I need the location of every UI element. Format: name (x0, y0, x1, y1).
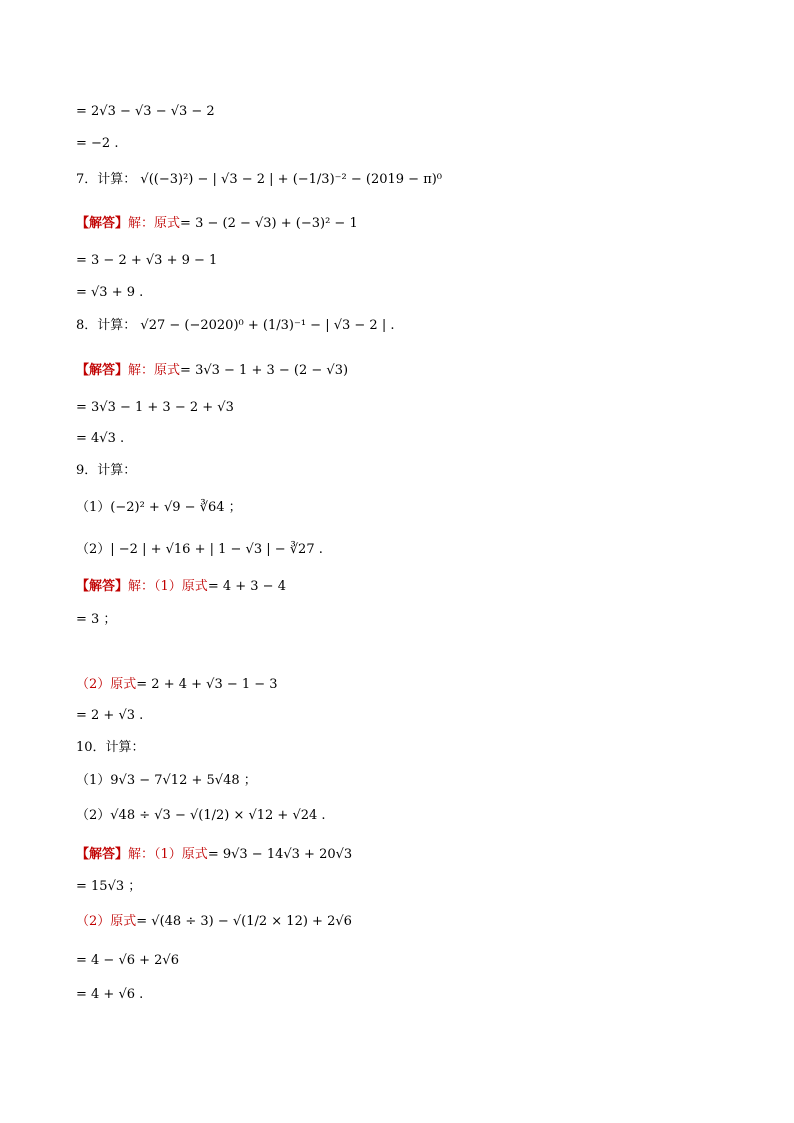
step-line: = 4 − √6 + 2√6 (76, 953, 179, 968)
answer-tag: 【解答】 (76, 847, 129, 862)
answer-expression: = 4 + 3 − 4 (207, 579, 286, 594)
problem-7 (76, 170, 442, 190)
answer-yuanshi: 原式 (154, 363, 181, 378)
problem-expression: √27 − (−2020)⁰ + (1/3)⁻¹ − | √3 − 2 | . (140, 318, 395, 333)
problem-10-label: 10．计算： (76, 740, 145, 755)
answer-10 (76, 845, 352, 865)
step-line: = √3 + 9 . (76, 285, 144, 300)
step-line: = 2 + √3 . (76, 708, 144, 723)
answer-expression: = 3 − (2 − √3) + (−3)² − 1 (180, 216, 358, 231)
answer-expression: = √(48 ÷ 3) − √(1/2 × 12) + 2√6 (136, 914, 352, 929)
step-line: = 3 − 2 + √3 + 9 − 1 (76, 253, 218, 268)
answer-part-label: （1）原式 (154, 847, 208, 862)
answer-7 (76, 214, 358, 234)
problem-8 (76, 316, 394, 336)
answer-part-label: （2）原式 (76, 914, 137, 929)
answer-10-part-2 (76, 912, 352, 932)
answer-tag: 【解答】 (76, 363, 129, 378)
problem-label: 8．计算： (76, 318, 137, 333)
step-line: = 4 + √6 . (76, 987, 144, 1002)
answer-jie: 解： (128, 847, 155, 862)
step-line: = 4√3 . (76, 431, 125, 446)
answer-8 (76, 361, 348, 381)
step-line: = 15√3 ； (76, 879, 142, 894)
problem-expression: √((−3)²) − | √3 − 2 | + (−1/3)⁻² − (2019 − π)⁰ (140, 172, 443, 187)
answer-part-label: （2）原式 (76, 677, 137, 692)
step-line: = 2√3 − √3 − √3 − 2 (76, 104, 215, 119)
answer-part-label: （1）原式 (154, 579, 208, 594)
problem-10-part-1: （1）9√3 − 7√12 + 5√48 ； (76, 773, 257, 788)
problem-9-part-2: （2）| −2 | + √16 + | 1 − √3 | − ∛27 . (76, 542, 323, 557)
answer-jie: 解： (128, 363, 155, 378)
answer-expression: = 2 + 4 + √3 − 1 − 3 (136, 677, 278, 692)
answer-expression: = 9√3 − 14√3 + 20√3 (207, 847, 353, 862)
problem-9-part-1: （1）(−2)² + √9 − ∛64 ； (76, 500, 242, 515)
answer-9 (76, 577, 286, 597)
answer-jie: 解： (128, 216, 155, 231)
problem-label: 7．计算： (76, 172, 137, 187)
answer-jie: 解： (128, 579, 155, 594)
answer-tag: 【解答】 (76, 579, 129, 594)
answer-yuanshi: 原式 (154, 216, 181, 231)
step-line: = −2 . (76, 136, 119, 151)
problem-9-label: 9．计算： (76, 463, 137, 478)
problem-10-part-2: （2）√48 ÷ √3 − √(1/2) × √12 + √24 . (76, 808, 326, 823)
step-line: = 3√3 − 1 + 3 − 2 + √3 (76, 400, 234, 415)
answer-expression: = 3√3 − 1 + 3 − (2 − √3) (180, 363, 349, 378)
answer-tag: 【解答】 (76, 216, 129, 231)
step-line: = 3 ； (76, 612, 117, 627)
answer-9-part-2 (76, 675, 278, 695)
